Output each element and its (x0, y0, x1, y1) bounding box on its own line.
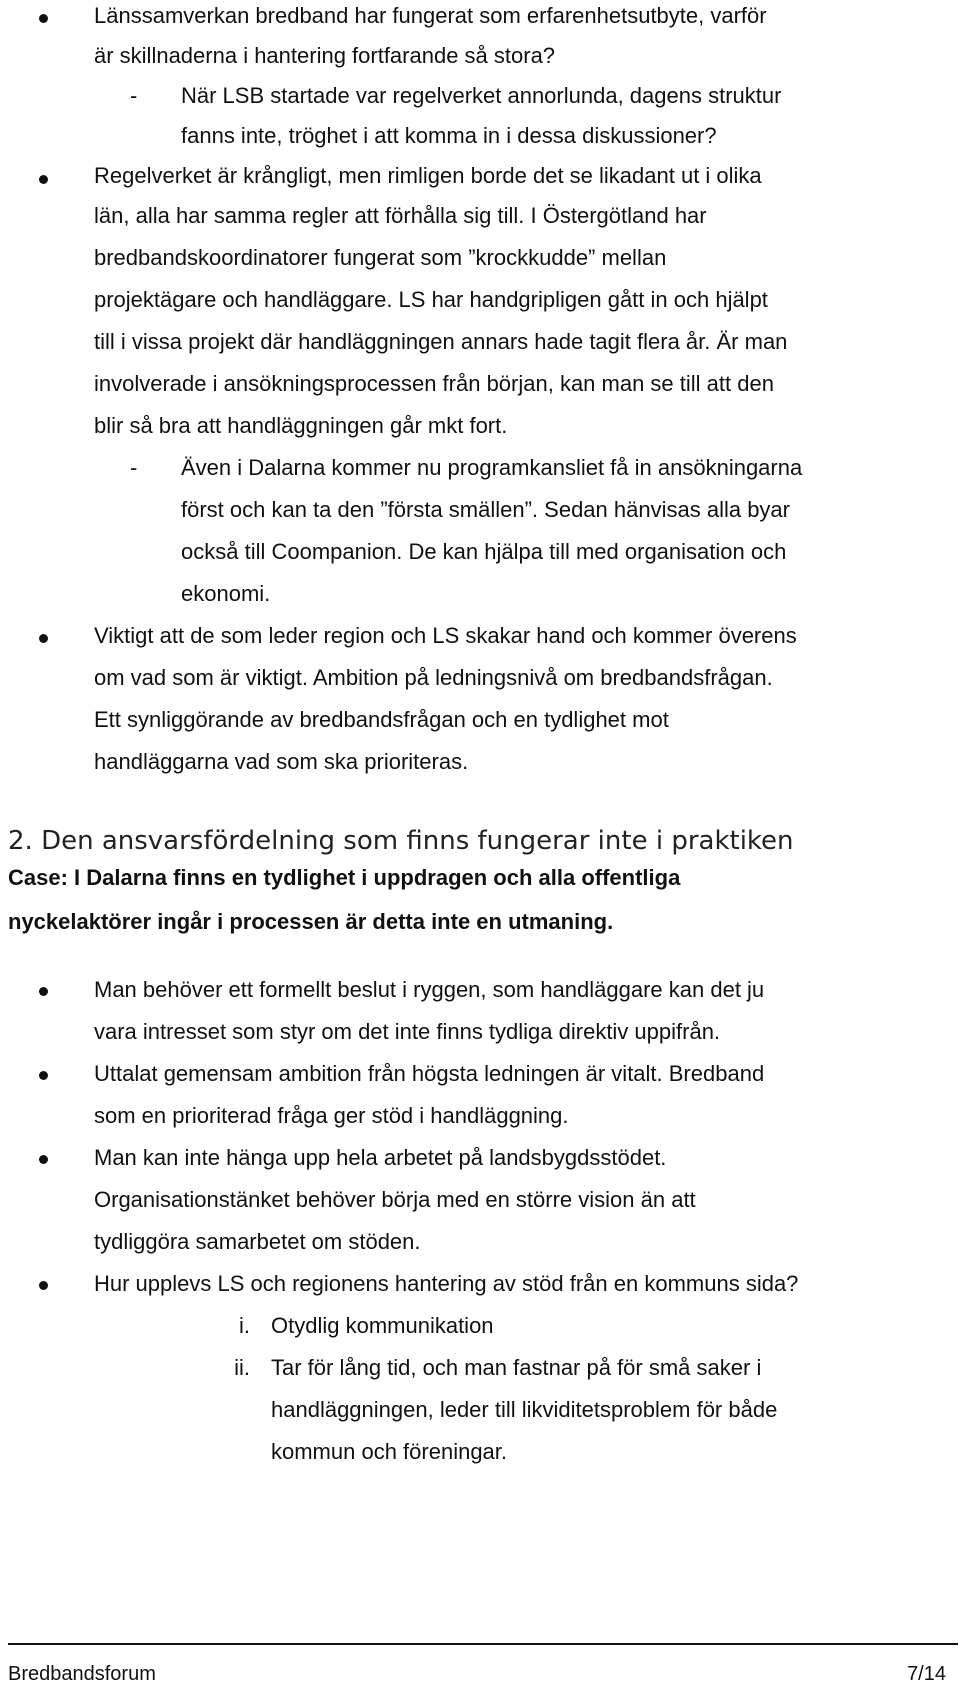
paragraph-line: bredbandskoordinatorer fungerat som ”krockkudde” mellan (94, 245, 667, 270)
paragraph-line: är skillnaderna i hantering fortfarande så stora? (94, 43, 556, 68)
page-number: 7/14 (907, 1663, 946, 1685)
paragraph-line: län, alla har samma regler att förhålla sig till. I Östergötland har (94, 203, 707, 228)
paragraph-line: blir så bra att handläggningen går mkt fort. (94, 413, 508, 438)
footer-rule (8, 1643, 958, 1645)
bullet-dot (39, 987, 48, 996)
paragraph-line: Regelverket är krångligt, men rimligen borde det se likadant ut i olika (94, 163, 762, 188)
case-line: Case: I Dalarna finns en tydlighet i uppdragen och alla offentliga (8, 865, 681, 890)
paragraph-line: om vad som är viktigt. Ambition på ledningsnivå om bredbandsfrågan. (94, 665, 773, 690)
roman-marker: i. (239, 1313, 250, 1338)
paragraph-line: ekonomi. (181, 581, 271, 606)
paragraph-line: handläggarna vad som ska prioriteras. (94, 749, 469, 774)
paragraph-line: fanns inte, tröghet i att komma in i dessa diskussioner? (181, 123, 717, 148)
paragraph-line: till i vissa projekt där handläggningen annars hade tagit flera år. Är man (94, 329, 788, 354)
paragraph-line: kommun och föreningar. (271, 1439, 508, 1464)
dash-marker: - (130, 83, 138, 108)
bullet-dot (39, 1281, 48, 1290)
paragraph-line: tydliggöra samarbetet om stöden. (94, 1229, 421, 1254)
roman-marker: ii. (234, 1355, 250, 1380)
bullet-dot (39, 1071, 48, 1080)
paragraph-line: Otydlig kommunikation (271, 1313, 494, 1338)
paragraph-line: involverade i ansökningsprocessen från början, kan man se till att den (94, 371, 774, 396)
paragraph-line: Länssamverkan bredband har fungerat som erfarenhetsutbyte, varför (94, 3, 767, 28)
paragraph-line: som en prioriterad fråga ger stöd i handläggning. (94, 1103, 569, 1128)
paragraph-line: Man kan inte hänga upp hela arbetet på landsbygdsstödet. (94, 1145, 667, 1170)
paragraph-line: först och kan ta den ”första smällen”. Sedan hänvisas alla byar (181, 497, 790, 522)
case-line: nyckelaktörer ingår i processen är detta inte en utmaning. (8, 909, 614, 934)
paragraph-line: Hur upplevs LS och regionens hantering av stöd från en kommuns sida? (94, 1271, 799, 1296)
paragraph-line: Viktigt att de som leder region och LS skakar hand och kommer överens (94, 623, 797, 648)
bullet-dot (39, 14, 48, 23)
bullet-dot (39, 175, 48, 184)
paragraph-line: vara intresset som styr om det inte finns tydliga direktiv uppifrån. (94, 1019, 721, 1044)
paragraph-line: handläggningen, leder till likviditetsproblem för både (271, 1397, 778, 1422)
paragraph-line: När LSB startade var regelverket annorlunda, dagens struktur (181, 83, 782, 108)
paragraph-line: Uttalat gemensam ambition från högsta ledningen är vitalt. Bredband (94, 1061, 765, 1086)
paragraph-line: projektägare och handläggare. LS har handgripligen gått in och hjälpt (94, 287, 768, 312)
paragraph-line: också till Coompanion. De kan hjälpa till med organisation och (181, 539, 787, 564)
paragraph-line: Man behöver ett formellt beslut i ryggen, som handläggare kan det ju (94, 977, 765, 1002)
paragraph-line: Ett synliggörande av bredbandsfrågan och en tydlighet mot (94, 707, 669, 732)
section-heading: 2. Den ansvarsfördelning som finns fungerar inte i praktiken (8, 826, 794, 856)
paragraph-line: Organisationstänket behöver börja med en större vision än att (94, 1187, 696, 1212)
dash-marker: - (130, 455, 138, 480)
bullet-dot (39, 634, 48, 643)
footer-left: Bredbandsforum (8, 1663, 156, 1685)
paragraph-line: Tar för lång tid, och man fastnar på för små saker i (271, 1355, 762, 1380)
bullet-dot (39, 1155, 48, 1164)
paragraph-line: Även i Dalarna kommer nu programkansliet få in ansökningarna (181, 455, 803, 480)
